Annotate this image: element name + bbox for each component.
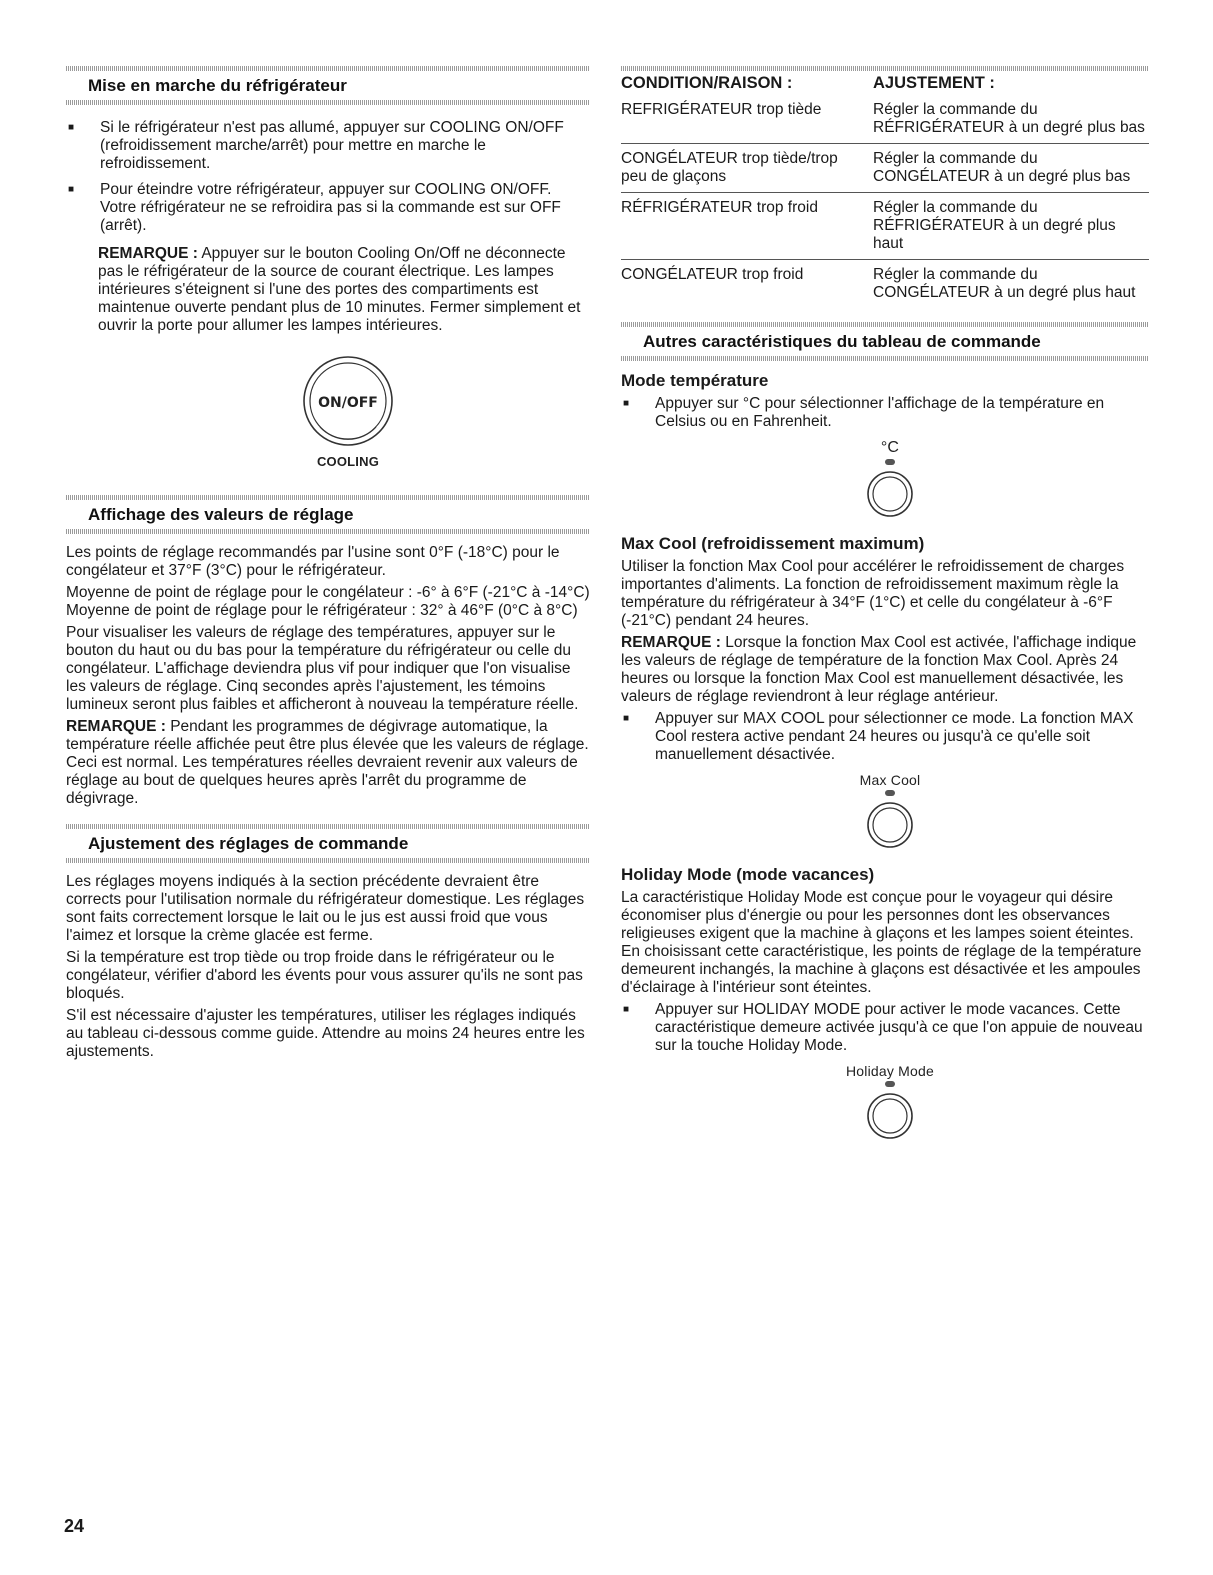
- round-button-icon: [865, 1091, 915, 1141]
- note-paragraph: [621, 634, 1149, 706]
- section-rule: [66, 529, 590, 534]
- table-row: [621, 193, 1149, 260]
- table-cell-condition: RÉFRIGÉRATEUR trop froid: [621, 193, 873, 260]
- table-row: [621, 95, 1149, 144]
- paragraph: La caractéristique Holiday Mode est conçue pour le voyageur qui désire économiser plus d'énergie ou pour les personnes dont les observances religieuses exigent que la machine à glaçons et les lampes soient éteintes. En choisissant cette caractéristique, les points de réglage de la température demeurent inchangés, la machine à glaçons est désactivée et les ampoules d'éclairage à l'intérieur sont éteintes.: [621, 889, 1142, 996]
- list-item-text: Appuyer sur °C pour sélectionner l'affichage de la température en Celsius ou en Fahrenheit.: [655, 395, 1105, 430]
- table-cell-adjustment: Régler la commande du CONGÉLATEUR à un degré plus haut: [873, 266, 1136, 301]
- bullet-icon: ■: [68, 122, 75, 133]
- list-item: [66, 119, 590, 173]
- section-heading: Ajustement des réglages de commande: [88, 834, 409, 853]
- list-item: [66, 181, 590, 235]
- list-item: [621, 1001, 1149, 1055]
- right-column: [621, 0, 1149, 1146]
- paragraph: Moyenne de point de réglage pour le congélateur : -6° à 6°F (-21°C à -14°C): [66, 584, 590, 601]
- table-header-adjustment: AJUSTEMENT :: [873, 74, 995, 92]
- paragraph: Pour visualiser les valeurs de réglage des températures, appuyer sur le bouton du haut ou du bas pour la température du réfrigérateur ou celle du congélateur. L'affichage deviendra plus vif pour indiquer que l'on visualise les valeurs de réglage. Cinq secondes après l'ajustement, les témoins lumineux seront plus faibles et afficheront à nouveau la température réelle.: [66, 624, 579, 713]
- table-cell-adjustment: Régler la commande du RÉFRIGÉRATEUR à un degré plus bas: [873, 95, 1149, 144]
- bullet-icon: ■: [623, 1004, 630, 1015]
- table-cell-adjustment: Régler la commande du CONGÉLATEUR à un degré plus bas: [873, 144, 1149, 193]
- note-paragraph: [66, 245, 590, 335]
- table-header-row: [621, 71, 1149, 95]
- paragraph: Les points de réglage recommandés par l'usine sont 0°F (-18°C) pour le congélateur et 37°F (3°C) pour le réfrigérateur.: [66, 544, 560, 579]
- bullet-icon: ■: [68, 184, 75, 195]
- paragraph: Si la température est trop tiède ou trop froide dans le réfrigérateur ou le congélateur, vérifier d'abord les évents pour vous assurer qu'ils ne sont pas bloqués.: [66, 949, 583, 1002]
- holiday-mode-button-illustration: [631, 1063, 1149, 1146]
- on-off-button-icon: [298, 355, 398, 447]
- note-paragraph: [66, 718, 590, 808]
- section-rule: [66, 100, 590, 105]
- subsection-heading: Mode température: [621, 371, 769, 390]
- section-rule: [621, 356, 1149, 361]
- subsection-heading: Max Cool (refroidissement maximum): [621, 534, 925, 553]
- indicator-led-icon: [885, 459, 895, 465]
- max-cool-button-illustration: [631, 772, 1149, 855]
- table-row: [621, 144, 1149, 193]
- table-cell-condition: CONGÉLATEUR trop tiède/trop peu de glaçons: [621, 144, 873, 193]
- paragraph: S'il est nécessaire d'ajuster les températures, utiliser les réglages indiqués au tableau ci-dessous comme guide. Attendre au moins 24 heures entre les ajustements.: [66, 1007, 585, 1060]
- button-caption: Holiday Mode: [846, 1063, 934, 1079]
- button-caption: °C: [880, 439, 900, 456]
- indicator-led-icon: [885, 790, 895, 796]
- bullet-icon: ■: [623, 398, 630, 409]
- table-cell-condition: REFRIGÉRATEUR trop tiède: [621, 95, 873, 144]
- note-text: Pendant les programmes de dégivrage automatique, la température réelle affichée peut être plus élevée que les valeurs de réglage. Ceci est normal. Les températures réelles devraient revenir aux valeurs de réglage au bout de quelques heures après l'arrêt du programme de dégivrage.: [66, 718, 589, 807]
- section-heading: Autres caractéristiques du tableau de commande: [643, 332, 1041, 351]
- indicator-led-icon: [885, 1081, 895, 1087]
- paragraph: Utiliser la fonction Max Cool pour accélérer le refroidissement de charges importantes d'aliments. La fonction de refroidissement maximum règle la température du réfrigérateur à 34°F (1°C) et celle du congélateur à -6°F (-21°C) pendant 24 heures.: [621, 558, 1125, 629]
- section-heading: Mise en marche du réfrigérateur: [88, 76, 347, 95]
- button-caption: COOLING: [316, 454, 380, 469]
- note-text: Lorsque la fonction Max Cool est activée, l'affichage indique les valeurs de réglage de température de la fonction Max Cool. Après 24 heures ou lorsque la fonction Max Cool est manuellement désactivée, les valeurs de réglage reviendront à leur réglage antérieur.: [621, 634, 1137, 705]
- table-cell-adjustment: Régler la commande du RÉFRIGÉRATEUR à un degré plus haut: [873, 193, 1149, 260]
- list-item-text: Appuyer sur HOLIDAY MODE pour activer le mode vacances. Cette caractéristique demeure activée jusqu'à ce que l'on appuie de nouveau sur la touche Holiday Mode.: [655, 1001, 1143, 1054]
- bullet-icon: ■: [623, 713, 630, 724]
- celsius-button-illustration: [631, 439, 1149, 524]
- paragraph: Moyenne de point de réglage pour le réfrigérateur : 32° à 46°F (0°C à 8°C): [66, 602, 578, 619]
- note-label: REMARQUE :: [66, 718, 166, 735]
- page-number: 24: [64, 1516, 85, 1536]
- list-item-text: Appuyer sur MAX COOL pour sélectionner ce mode. La fonction MAX Cool restera active pendant 24 heures ou jusqu'à ce qu'elle soit manuellement désactivée.: [655, 710, 1134, 763]
- list-item-text: Si le réfrigérateur n'est pas allumé, appuyer sur COOLING ON/OFF (refroidissement marche/arrêt) pour mettre en marche le refroidissement.: [100, 119, 564, 172]
- table-header-condition: CONDITION/RAISON :: [621, 74, 793, 92]
- list-item: [621, 710, 1149, 764]
- list-item-text: Pour éteindre votre réfrigérateur, appuyer sur COOLING ON/OFF. Votre réfrigérateur ne se refroidira pas si la commande est sur OFF (arrêt).: [100, 181, 561, 234]
- note-label: REMARQUE :: [621, 634, 721, 651]
- list-item: [621, 395, 1149, 431]
- adjustment-table: [621, 71, 1149, 308]
- note-text: Appuyer sur le bouton Cooling On/Off ne déconnecte pas le réfrigérateur de la source de courant électrique. Les lampes intérieures s'éteignent si l'une des portes des compartiments est maintenue ouverte pendant plus de 10 minutes. Fermer simplement et ouvrir la porte pour allumer les lampes intérieures.: [98, 245, 581, 334]
- table-row: [621, 260, 1149, 309]
- section-rule: [66, 858, 590, 863]
- round-button-icon: [865, 469, 915, 519]
- table-cell-condition: CONGÉLATEUR trop froid: [621, 266, 804, 283]
- cooling-button-illustration: [106, 355, 590, 469]
- note-label: REMARQUE :: [98, 245, 198, 262]
- on-off-button-label: ON/OFF: [318, 395, 378, 411]
- left-column: [66, 0, 590, 1065]
- paragraph: Les réglages moyens indiqués à la section précédente devraient être corrects pour l'utilisation normale du réfrigérateur domestique. Les réglages sont faits correctement lorsque le lait ou le jus est aussi froid que vous l'aimez et lorsque la crème glacée est ferme.: [66, 873, 585, 944]
- round-button-icon: [865, 800, 915, 850]
- subsection-heading: Holiday Mode (mode vacances): [621, 865, 875, 884]
- section-heading: Affichage des valeurs de réglage: [88, 505, 354, 524]
- button-caption: Max Cool: [859, 772, 921, 788]
